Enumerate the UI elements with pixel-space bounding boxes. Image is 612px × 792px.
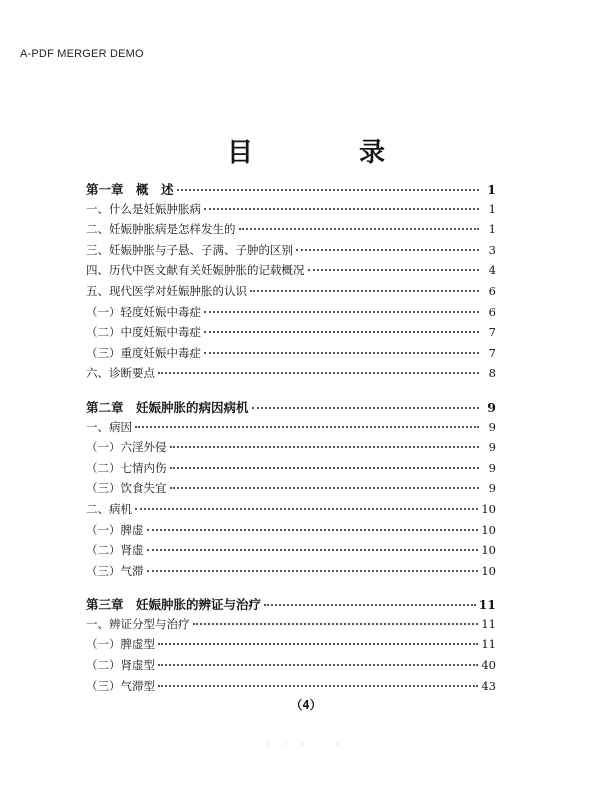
toc-dot-leader xyxy=(135,508,478,510)
toc-entry-page: 7 xyxy=(488,325,496,340)
toc-entry-label: （二）肾虚型 xyxy=(86,658,155,673)
toc-entry xyxy=(86,616,496,637)
toc-dot-leader xyxy=(158,664,478,666)
toc-dot-leader xyxy=(264,604,476,606)
toc-entry xyxy=(86,201,496,222)
toc-entry xyxy=(86,304,496,325)
toc-dot-leader xyxy=(204,311,479,313)
toc-entry-label: 第二章 妊娠肿胀的病因病机 xyxy=(86,399,249,415)
toc-dot-leader xyxy=(170,467,480,469)
toc-entry-page: 6 xyxy=(488,304,496,319)
toc-dot-leader xyxy=(147,549,479,551)
toc-entry-page: 4 xyxy=(488,263,496,278)
toc-entry-label: （三）饮食失宜 xyxy=(86,481,167,496)
toc-entry xyxy=(86,563,496,584)
toc-entry-page: 10 xyxy=(481,563,496,578)
toc-entry xyxy=(86,419,496,440)
watermark-text: A-PDF MERGER DEMO xyxy=(20,48,144,60)
toc-entry-label: 二、妊娠肿胀病是怎样发生的 xyxy=(86,222,236,237)
toc-dot-leader xyxy=(204,331,479,333)
toc-dot-leader xyxy=(170,487,480,489)
toc-entry-label: 第一章 概 述 xyxy=(86,182,174,197)
toc-entry xyxy=(86,636,496,657)
toc-entry xyxy=(86,501,496,522)
toc-entry-label: 六、诊断要点 xyxy=(86,366,155,381)
toc-entry-page: 6 xyxy=(488,283,496,298)
toc-dot-leader xyxy=(250,290,479,292)
toc-entry-label: （三）气滞 xyxy=(86,563,144,578)
table-of-contents xyxy=(86,180,496,698)
toc-entry xyxy=(86,345,496,366)
toc-entry-page: 1 xyxy=(487,182,496,197)
toc-chapter-entry xyxy=(86,180,496,201)
toc-dot-leader xyxy=(158,372,479,374)
toc-dot-leader xyxy=(252,407,479,409)
toc-entry-page: 9 xyxy=(488,460,496,475)
toc-entry-label: （二）七情内伤 xyxy=(86,460,167,475)
toc-entry-page: 11 xyxy=(478,597,496,613)
toc-entry-label: 第三章 妊娠肿胀的辨证与治疗 xyxy=(86,597,262,613)
toc-dot-leader xyxy=(135,426,479,428)
toc-entry-page: 11 xyxy=(481,616,496,631)
toc-dot-leader xyxy=(239,228,480,230)
toc-dot-leader xyxy=(296,249,479,251)
toc-dot-leader xyxy=(158,643,478,645)
toc-entry-page: 11 xyxy=(481,637,496,652)
toc-chapter-entry xyxy=(86,595,496,616)
toc-entry-page: 10 xyxy=(481,501,496,516)
toc-dot-leader xyxy=(147,529,479,531)
toc-entry xyxy=(86,460,496,481)
toc-dot-leader xyxy=(177,189,479,191)
toc-entry xyxy=(86,283,496,304)
page-title: 目 录 xyxy=(226,138,425,168)
toc-entry-page: 9 xyxy=(488,481,496,496)
toc-entry-page: 8 xyxy=(488,366,496,381)
toc-entry-page: 40 xyxy=(481,658,496,673)
toc-entry-page: 7 xyxy=(488,345,496,360)
toc-entry-label: （二）肾虚 xyxy=(86,543,144,558)
toc-entry xyxy=(86,522,496,543)
toc-entry xyxy=(86,480,496,501)
toc-entry-page: 10 xyxy=(481,522,496,537)
toc-dot-leader xyxy=(147,570,479,572)
toc-entry-page: 9 xyxy=(487,399,496,415)
toc-entry-page: 9 xyxy=(488,440,496,455)
toc-entry-label: （一）轻度妊娠中毒症 xyxy=(86,304,201,319)
toc-dot-leader xyxy=(204,208,479,210)
page-number: （4） xyxy=(290,698,322,712)
toc-entry xyxy=(86,262,496,283)
toc-entry-page: 1 xyxy=(488,201,496,216)
toc-entry-page: 3 xyxy=(488,242,496,257)
toc-entry-page: 1 xyxy=(488,222,496,237)
toc-entry xyxy=(86,439,496,460)
toc-entry-label: 一、病因 xyxy=(86,419,132,434)
scan-specks: · · · · · xyxy=(267,740,345,749)
toc-entry-label: 三、妊娠肿胀与子悬、子满、子肿的区别 xyxy=(86,242,293,257)
toc-entry-label: 四、历代中医文献有关妊娠肿胀的记载概况 xyxy=(86,263,305,278)
toc-dot-leader xyxy=(204,352,479,354)
toc-entry xyxy=(86,221,496,242)
toc-entry-label: （一）脾虚 xyxy=(86,522,144,537)
toc-dot-leader xyxy=(308,269,480,271)
toc-entry-page: 10 xyxy=(481,543,496,558)
toc-entry xyxy=(86,324,496,345)
toc-entry-label: 一、辨证分型与治疗 xyxy=(86,616,190,631)
toc-entry xyxy=(86,242,496,263)
toc-entry-label: （三）重度妊娠中毒症 xyxy=(86,345,201,360)
toc-dot-leader xyxy=(170,446,480,448)
toc-entry-label: 五、现代医学对妊娠肿胀的认识 xyxy=(86,283,247,298)
toc-entry-page: 43 xyxy=(481,678,496,693)
toc-dot-leader xyxy=(193,623,479,625)
toc-entry-label: （三）气滞型 xyxy=(86,678,155,693)
toc-entry xyxy=(86,657,496,678)
toc-entry-page: 9 xyxy=(488,419,496,434)
toc-chapter-entry xyxy=(86,398,496,419)
toc-entry-label: 二、病机 xyxy=(86,501,132,516)
toc-entry-label: （一）脾虚型 xyxy=(86,637,155,652)
toc-entry xyxy=(86,542,496,563)
toc-dot-leader xyxy=(158,685,478,687)
toc-entry-label: （一）六淫外侵 xyxy=(86,440,167,455)
toc-entry-label: 一、什么是妊娠肿胀病 xyxy=(86,201,201,216)
toc-entry xyxy=(86,365,496,386)
toc-entry-label: （二）中度妊娠中毒症 xyxy=(86,325,201,340)
